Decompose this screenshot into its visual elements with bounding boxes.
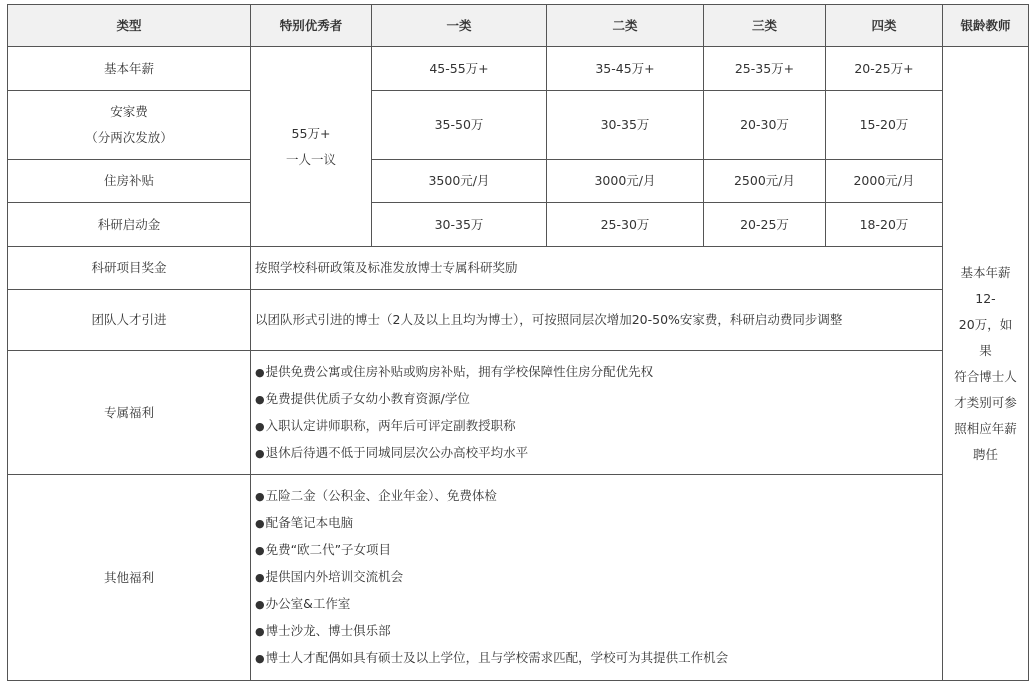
list-item: ●五险二金（公积金、企业年金）、免费体检: [255, 488, 497, 503]
team-label: 团队人才引进: [8, 290, 251, 351]
list-item: ●博士沙龙、博士俱乐部: [255, 623, 391, 638]
research-fund-class-1: 30-35万: [372, 203, 547, 247]
bullet-icon: ●: [255, 419, 265, 433]
list-item: ●办公室&工作室: [255, 596, 351, 611]
project-award-label: 科研项目奖金: [8, 247, 251, 290]
row-team: [8, 290, 1029, 351]
bullet-icon: ●: [255, 625, 265, 638]
base-salary-class-4: 20-25万+: [826, 47, 943, 91]
bullet-icon: ●: [255, 571, 265, 584]
base-salary-class-1: 45-55万+: [372, 47, 547, 91]
list-item: ●提供国内外培训交流机会: [255, 569, 404, 584]
list-item: ●免费提供优质子女幼小教育资源/学位: [255, 390, 470, 406]
bullet-icon: ●: [255, 490, 265, 503]
senior-teacher-text: [947, 260, 1024, 468]
settlement-class-1: 35-50万: [372, 91, 547, 160]
settlement-label-line-1: 安家费: [110, 104, 148, 119]
team-text: 以团队形式引进的博士（2人及以上且均为博士），可按照同层次增加20-50%安家费，科研启动费同步调整: [251, 290, 943, 351]
row-other-benefits: [8, 475, 1029, 681]
base-salary-class-3: 25-35万+: [704, 47, 826, 91]
bullet-icon: ●: [255, 365, 265, 379]
senior-line-5: 照相应年薪: [954, 420, 1017, 436]
research-fund-class-4: 18-20万: [826, 203, 943, 247]
housing-label: 住房补贴: [8, 160, 251, 203]
list-item: ●博士人才配偶如具有硕士及以上学位，且与学校需求匹配，学校可为其提供工作机会: [255, 650, 729, 665]
bullet-icon: ●: [255, 544, 265, 557]
housing-class-4: 2000元/月: [826, 160, 943, 203]
senior-line-4: 才类别可参: [954, 394, 1017, 410]
settlement-class-2: 30-35万: [547, 91, 704, 160]
settlement-label: [8, 91, 251, 160]
list-item: ●配备笔记本电脑: [255, 515, 354, 530]
research-fund-label: 科研启动金: [8, 203, 251, 247]
row-housing: [8, 160, 1029, 203]
benefits-table: [7, 4, 1029, 681]
bullet-icon: ●: [255, 446, 265, 460]
settlement-class-3: 20-30万: [704, 91, 826, 160]
row-exclusive-benefits: [8, 351, 1029, 475]
outstanding-cell: [251, 47, 372, 247]
header-outstanding: 特别优秀者: [251, 5, 372, 47]
list-item: ●入职认定讲师职称，两年后可评定副教授职称: [255, 417, 516, 433]
row-project-award: [8, 247, 1029, 290]
senior-line-3: 符合博士人: [954, 368, 1017, 384]
senior-line-1: 基本年薪12-: [960, 264, 1011, 306]
outstanding-note: 一人一议: [285, 151, 336, 167]
other-benefits-label: 其他福利: [8, 475, 251, 681]
row-settlement: [8, 91, 1029, 160]
header-class-2: 二类: [547, 5, 704, 47]
list-item: ●提供免费公寓或住房补贴或购房补贴，拥有学校保障性住房分配优先权: [255, 363, 654, 379]
header-class-4: 四类: [826, 5, 943, 47]
outstanding-amount: 55万+: [291, 125, 331, 141]
bullet-icon: ●: [255, 517, 265, 530]
header-senior-teacher: 银龄教师: [943, 5, 1029, 47]
research-fund-class-3: 20-25万: [704, 203, 826, 247]
settlement-label-line-2: （分两次发放）: [85, 130, 173, 145]
row-research-fund: [8, 203, 1029, 247]
header-class-1: 一类: [372, 5, 547, 47]
research-fund-class-2: 25-30万: [547, 203, 704, 247]
exclusive-benefits-label: 专属福利: [8, 351, 251, 475]
senior-line-6: 聘任: [972, 446, 998, 462]
housing-class-3: 2500元/月: [704, 160, 826, 203]
senior-teacher-cell: [943, 47, 1029, 681]
list-item: ●退休后待遇不低于同城同层次公办高校平均水平: [255, 444, 529, 460]
header-class-3: 三类: [704, 5, 826, 47]
bullet-icon: ●: [255, 392, 265, 406]
bullet-icon: ●: [255, 652, 265, 665]
senior-line-2: 20万，如果: [958, 316, 1013, 358]
bullet-icon: ●: [255, 598, 265, 611]
base-salary-class-2: 35-45万+: [547, 47, 704, 91]
housing-class-2: 3000元/月: [547, 160, 704, 203]
base-salary-label: 基本年薪: [8, 47, 251, 91]
header-row: [8, 5, 1029, 47]
housing-class-1: 3500元/月: [372, 160, 547, 203]
exclusive-benefits-list: [251, 351, 943, 475]
row-base-salary: [8, 47, 1029, 91]
list-item: ●免费“欧二代”子女项目: [255, 542, 392, 557]
project-award-text: 按照学校科研政策及标准发放博士专属科研奖励: [251, 247, 943, 290]
settlement-class-4: 15-20万: [826, 91, 943, 160]
other-benefits-list: [251, 475, 943, 681]
header-type: 类型: [8, 5, 251, 47]
